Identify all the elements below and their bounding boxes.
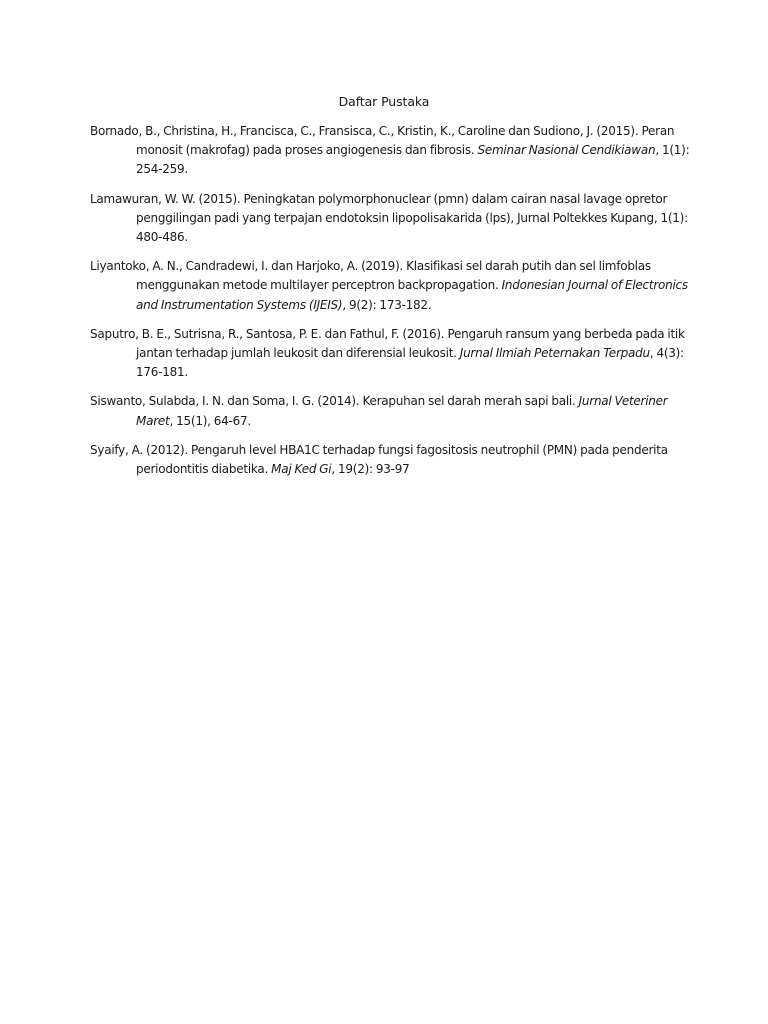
- reference-item: [90, 190, 690, 248]
- reference-source: Jurnal Veteriner Maret: [136, 394, 668, 428]
- reference-text: Lamawuran, W. W. (2015). Peningkatan polymorphonuclear (pmn) dalam cairan nasal lavage opretor penggilingan padi yang terpajan endotoksin lipopolisakarida (lps), Jurnal Poltekkes Kupang, 1(1): 480-486.: [90, 191, 688, 245]
- reference-item: [90, 441, 690, 479]
- reference-details: , 19(2): 93-97: [331, 462, 410, 477]
- reference-text: Syaify, A. (2012). Pengaruh level HBA1C terhadap fungsi fagositosis neutrophil (PMN) pada penderita periodontitis diabetika.: [90, 442, 668, 477]
- reference-text: Siswanto, Sulabda, I. N. dan Soma, I. G. (2014). Kerapuhan sel darah merah sapi bali.: [90, 394, 579, 409]
- reference-list: [90, 122, 690, 489]
- reference-details: , 4(3): 176-181.: [136, 346, 684, 380]
- page-title: Daftar Pustaka: [338, 94, 430, 109]
- reference-item: [90, 257, 690, 315]
- reference-source: Jurnal Ilmiah Peternakan Terpadu: [459, 346, 650, 361]
- reference-source: Maj Ked Gi: [271, 462, 332, 477]
- reference-text: Bornado, B., Christina, H., Francisca, C., Fransisca, C., Kristin, K., Caroline dan Sudiono, J. (2015). Peran monosit (makrofag) pada proses angiogenesis dan fibrosis.: [90, 124, 675, 158]
- reference-item: [90, 325, 690, 383]
- reference-source: Indonesian Journal of Electronics and Instrumentation Systems (IJEIS): [136, 278, 688, 312]
- reference-text: Saputro, B. E., Sutrisna, R., Santosa, P. E. dan Fathul, F. (2016). Pengaruh ransum yang berbeda pada itik jantan terhadap jumlah leukosit dan diferensial leukosit.: [90, 326, 685, 361]
- reference-details: , 15(1), 64-67.: [169, 413, 251, 428]
- reference-source: Seminar Nasional Cendikiawan: [477, 143, 656, 158]
- reference-item: [90, 392, 690, 430]
- reference-details: , 1(1): 254-259.: [136, 143, 690, 177]
- reference-text: Liyantoko, A. N., Candradewi, I. dan Harjoko, A. (2019). Klasifikasi sel darah putih dan sel limfoblas menggunakan metode multilayer perceptron backpropagation.: [90, 259, 651, 293]
- reference-item: [90, 122, 690, 180]
- reference-details: , 9(2): 173-182.: [342, 297, 432, 312]
